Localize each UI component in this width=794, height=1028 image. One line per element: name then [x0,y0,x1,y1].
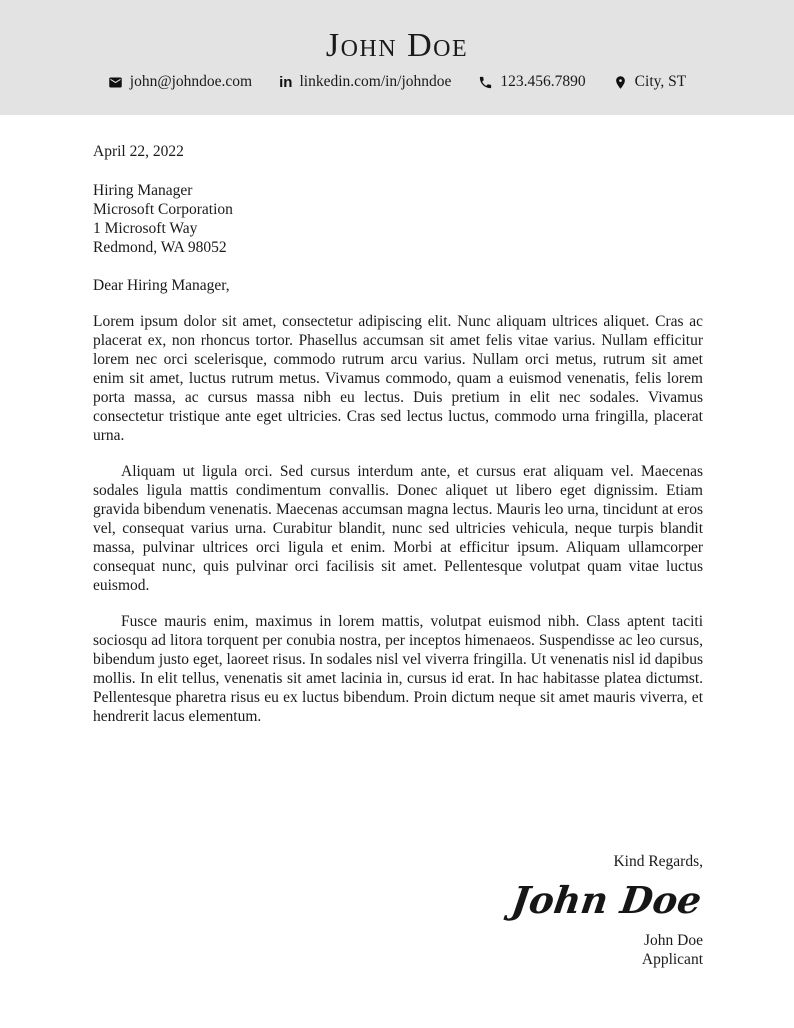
linkedin-text: linkedin.com/in/johndoe [299,73,452,90]
recipient-address [93,181,703,257]
applicant-name: John Doe [325,27,469,64]
paragraph-2: Aliquam ut ligula orci. Sed cursus interdum ante, et cursus erat aliquam vel. Maecenas sodales ligula mattis condimentum convallis. Donec aliquet ut libero eget dignissim. Etiam gravida bibendum venenatis. Maecenas accumsan magna lectus. Mauris leo urna, tincidunt at eros vel, consequat varius urna. Curabitur blandit, nunc sed ultricies vehicula, neque turpis blandit massa, pulvinar ultrices orci ligula et enim. Morbi at efficitur ipsum. Aliquam ullamcorper consequat nunc, quis pulvinar orci facilisis sit amet. Pellentesque volutpat quam vitae luctus euismod. [93,463,703,594]
closing-block [508,852,705,969]
letter-header [0,0,794,115]
contact-email [108,73,252,91]
contact-linkedin [279,73,451,91]
paragraph-1: Lorem ipsum dolor sit amet, consectetur adipiscing elit. Nunc aliquam ultrices aliquet. Cras ac placerat ex, non rhoncus tortor. Phasellus accumsan sit amet felis vitae varius. Nullam efficitur lorem nec orci scelerisque, commodo rutrum arcu varius. Nullam orci metus, rutrum sit amet enim sit amet, luctus rutrum metus. Vivamus commodo, quam a euismod venenatis, felis lorem porta massa, ac cursus massa nibh eu lectus. Duis pretium in elit nec sodales. Vivamus consectetur tristique ante eget ultricies. Cras sed lectus luctus, commodo urna fringilla, placerat urna. [93,313,703,444]
linkedin-icon: in [279,73,293,91]
email-icon [108,75,123,90]
contact-row [0,73,794,91]
phone-icon [478,75,493,90]
paragraph-3: Fusce mauris enim, maximus in lorem mattis, volutpat euismod nibh. Class aptent taciti sociosqu ad litora torquent per conubia nostra, per inceptos himenaeos. Suspendisse ac leo cursus, bibendum justo eget, laoreet risus. In sodales nisl vel viverra fringilla. Ut venenatis nisl id dapibus mollis. In elit tellus, venenatis sit amet lacinia in, cursus id erat. In hac habitasse platea dictumst. Pellentesque pharetra risus eu ex luctus bibendum. Proin dictum neque sit amet mauris viverra, et hendrerit lacus elementum. [93,613,703,725]
recipient-line: Hiring Manager [93,182,193,199]
signer-name: John Doe [644,932,703,949]
salutation: Dear Hiring Manager, [93,277,230,294]
valediction: Kind Regards, [613,853,703,870]
contact-location [613,73,687,91]
phone-text: 123.456.7890 [500,73,586,90]
letter-date: April 22, 2022 [93,143,184,160]
handwritten-signature: John Doe [508,878,705,922]
recipient-line: Redmond, WA 98052 [93,239,227,256]
email-text: john@johndoe.com [129,73,253,90]
recipient-line: Microsoft Corporation [93,201,233,218]
signer-title: Applicant [641,951,703,968]
recipient-line: 1 Microsoft Way [93,220,198,237]
contact-phone [478,73,585,91]
location-icon [613,75,628,90]
letter-body [93,142,703,726]
location-text: City, ST [634,73,687,90]
